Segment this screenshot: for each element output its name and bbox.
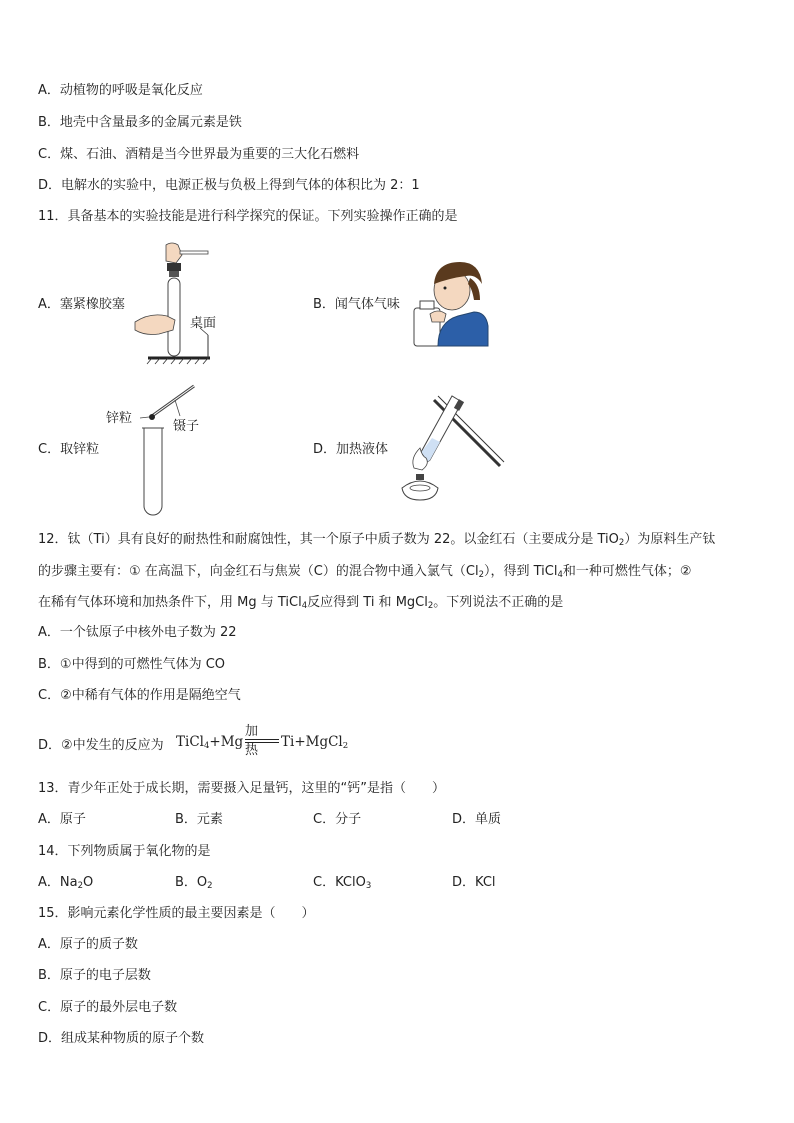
zinc-label: 锌粒 <box>106 411 133 426</box>
smelling-gas-figure <box>410 258 490 350</box>
q13-option-d: D．单质 <box>452 812 502 827</box>
formula-text: TiCl <box>176 734 204 750</box>
q12-text: 在稀有气体环境和加热条件下，用 Mg 与 TiCl <box>38 595 302 610</box>
formula-text: C．KClO <box>313 875 366 890</box>
q11-option-d: D．加热液体 <box>313 442 389 457</box>
q12-text: ）为原料生产钛 <box>624 532 716 547</box>
reaction-products <box>281 734 348 751</box>
subscript: 2 <box>478 570 484 580</box>
heating-liquid-figure <box>392 388 507 508</box>
q11-option-a: A．塞紧橡胶塞 <box>38 297 125 312</box>
q12-text: 。下列说法不正确的是 <box>433 595 564 610</box>
q11-stem: 11．具备基本的实验技能是进行科学探究的保证。下列实验操作正确的是 <box>38 209 458 224</box>
q14-option-a <box>38 875 93 894</box>
q10-option-c: C．煤、石油、酒精是当今世界最为重要的三大化石燃料 <box>38 147 360 162</box>
reaction-condition: 加热 <box>245 724 259 758</box>
q15-stem: 15．影响元素化学性质的最主要因素是（ ） <box>38 906 315 921</box>
formula-text: +Mg <box>209 734 244 750</box>
q14-option-d: D．KCl <box>452 875 496 890</box>
subscript: 2 <box>207 881 213 891</box>
q12-stem-line2 <box>38 564 692 583</box>
q10-option-d: D．电解水的实验中，电源正极与负极上得到气体的体积比为 2：1 <box>38 178 420 193</box>
formula-text: A．Na <box>38 875 78 890</box>
subscript: 4 <box>203 741 210 751</box>
formula-text: Ti+MgCl <box>281 734 343 750</box>
q12-stem-line1 <box>38 532 715 551</box>
reaction-equals-line <box>245 742 279 743</box>
q11-option-c: C．取锌粒 <box>38 442 100 457</box>
q13-option-c: C．分子 <box>313 812 362 827</box>
q12-option-c: C．②中稀有气体的作用是隔绝空气 <box>38 688 241 703</box>
q12-option-a: A．一个钛原子中核外电子数为 22 <box>38 625 237 640</box>
q12-option-b: B．①中得到的可燃性气体为 CO <box>38 657 226 672</box>
tweezers-label: 镊子 <box>173 419 200 434</box>
q12-text: ），得到 TiCl <box>483 564 558 579</box>
q13-option-b: B．元素 <box>175 812 223 827</box>
reaction-reactants <box>176 734 243 751</box>
zinc-tweezers-figure <box>100 378 210 518</box>
q15-option-c: C．原子的最外层电子数 <box>38 1000 178 1015</box>
stopper-test-tube-figure <box>130 240 240 365</box>
q11-option-b: B．闻气体气味 <box>313 297 400 312</box>
formula-text: B．O <box>175 875 208 890</box>
q12-text: 和一种可燃性气体；② <box>562 564 692 579</box>
subscript: 4 <box>557 570 563 580</box>
q13-option-a: A．原子 <box>38 812 86 827</box>
q10-option-a: A．动植物的呼吸是氧化反应 <box>38 83 203 98</box>
subscript: 4 <box>301 601 308 611</box>
q15-option-b: B．原子的电子层数 <box>38 968 151 983</box>
q12-text: 反应得到 Ti 和 MgCl <box>307 595 428 610</box>
subscript: 2 <box>427 601 434 611</box>
subscript: 2 <box>342 741 349 751</box>
table-label: 桌面 <box>190 316 217 331</box>
q12-text: 的步骤主要有：① 在高温下，向金红石与焦炭（C）的混合物中通入氯气（Cl <box>38 564 479 579</box>
q13-stem: 13．青少年正处于成长期，需要摄入足量钙，这里的“钙”是指（ ） <box>38 781 446 796</box>
q12-text: 12．钛（Ti）具有良好的耐热性和耐腐蚀性，其一个原子中质子数为 22。以金红石（主要成分是 TiO <box>38 532 619 547</box>
subscript: 3 <box>365 881 372 891</box>
q15-option-d: D．组成某种物质的原子个数 <box>38 1031 205 1046</box>
q10-option-b: B．地壳中含量最多的金属元素是铁 <box>38 115 242 130</box>
q12-stem-line3 <box>38 595 563 614</box>
q14-option-b <box>175 875 213 894</box>
q12-option-d-prefix: D．②中发生的反应为 <box>38 738 164 753</box>
formula-text: O <box>83 875 94 890</box>
reaction-equals-line <box>245 739 279 740</box>
q15-option-a: A．原子的质子数 <box>38 937 138 952</box>
subscript: 2 <box>618 538 625 548</box>
subscript: 2 <box>77 881 84 891</box>
q14-option-c <box>313 875 371 894</box>
q14-stem: 14．下列物质属于氧化物的是 <box>38 844 211 859</box>
